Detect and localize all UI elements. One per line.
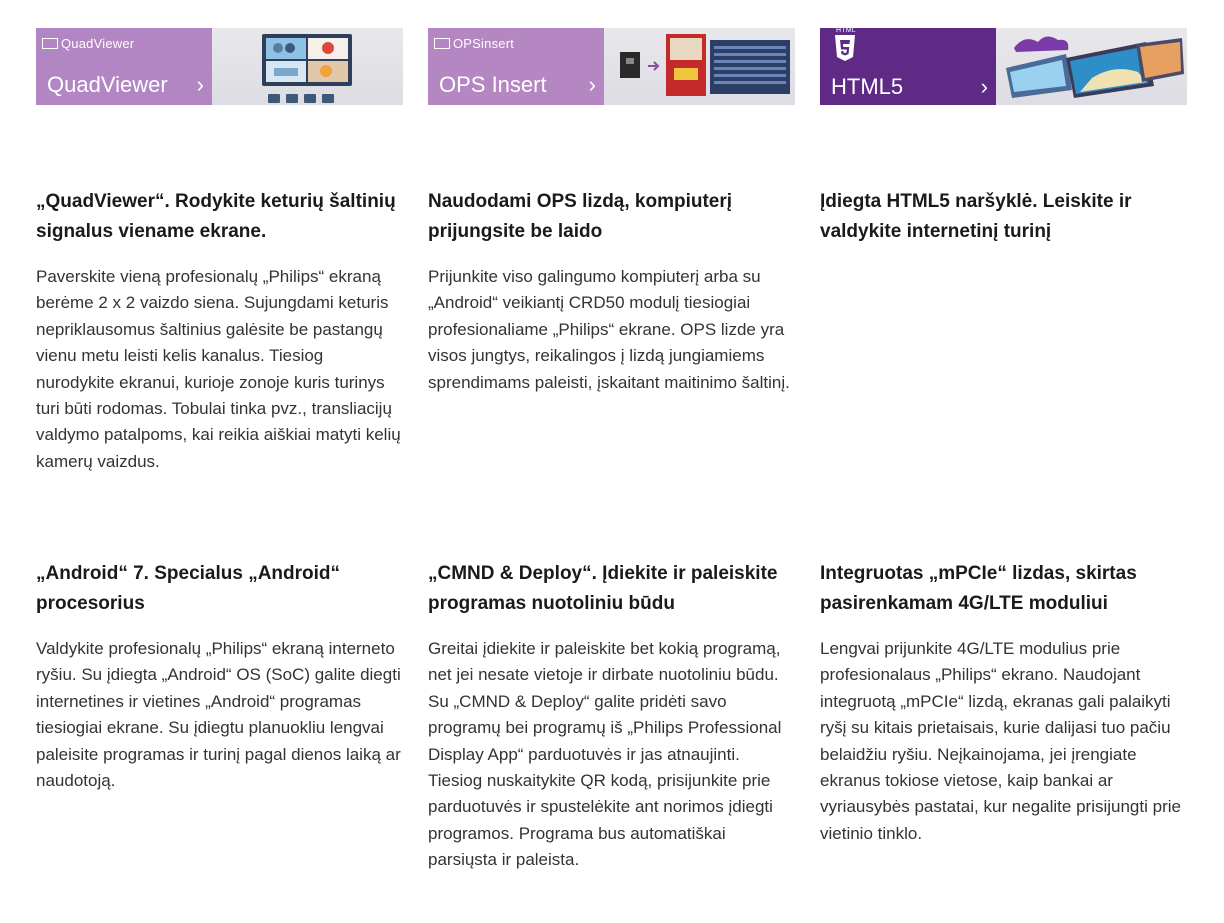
html5-banner-link[interactable]	[820, 28, 1187, 105]
ops-insert-banner-title: OPS Insert	[439, 72, 547, 97]
ops-logo-icon	[434, 38, 450, 49]
feature-title: Naudodami OPS lizdą, kompiuterį prijungsite be laido	[428, 191, 733, 242]
quadviewer-banner-label: QuadViewer QuadViewer ›	[36, 28, 212, 105]
feature-description: Valdykite profesionalų „Philips“ ekraną interneto ryšiu. Su įdiegta „Android“ OS (SoC) galite diegti internetines ir vietines „Android“ programas tiesiogiai ekrane. Su įdiegtu planuokliu lengvai paleisite programas ir turinį pagal dienos laiką ar naudotoją.	[36, 639, 401, 791]
chevron-right-icon: ›	[588, 72, 596, 97]
quadviewer-banner-link[interactable]	[36, 28, 403, 105]
feature-description: Prijunkite viso galingumo kompiuterį arba su „Android“ veikiantį CRD50 modulį tiesiogiai profesionaliame „Philips“ ekrane. OPS lizde yra visos jungtys, reikalingos į lizdą jungiamiems sprendimams paleisti, įskaitant maitinimo šaltinį.	[428, 267, 790, 392]
feature-title: Integruotas „mPCIe“ lizdas, skirtas pasirenkamam 4G/LTE moduliui	[820, 563, 1137, 614]
html5-banner-label: HTML HTML5 ›	[820, 28, 996, 105]
quadviewer-banner-title: QuadViewer	[47, 72, 168, 97]
feature-description: Lengvai prijunkite 4G/LTE modulius prie profesionalaus „Philips“ ekrano. Naudojant integruotą „mPCIe“ lizdą, ekranas gali palaikyti ryšį su kitais prietaisais, kurie dalijasi tuo pačiu belaidžiu ryšiu. Neįkainojama, jei įrengiate ekranus tokiose vietose, kaip bankai ar vyriausybės pastatai, kur negalite prisijungti prie vietinio tinklo.	[820, 639, 1181, 843]
ops-insert-banner-label: OPSinsert OPS Insert ›	[428, 28, 604, 105]
feature-description: Greitai įdiekite ir paleiskite bet kokią programą, net jei nesate vietoje ir dirbate nuotoliniu būdu. Su „CMND & Deploy“ galite pridėti savo programų bei programų iš „Philips Professional Display App“ parduotuvės ir jas atnaujinti. Tiesiog nuskaitykite QR kodą, prisijunkite prie parduotuvės ir spustelėkite ant norimos įdiegti programos. Programa bus automatiškai parsiųsta ir paleista.	[428, 639, 782, 870]
feature-description: Paverskite vieną profesionalų „Philips“ ekraną berėme 2 x 2 vaizdo siena. Sujungdami keturis nepriklausomus šaltinius galėsite be pastangų vienu metu leisti kelis kanalus. Tiesiog nurodykite ekranui, kurioje zonoje kuris turinys turi būti rodomas. Tobulai tinka pvz., transliacijų valdymo patalpoms, kai reikia aiškiai matyti kelių kamerų vaizdus.	[36, 267, 401, 471]
feature-quadviewer	[36, 28, 404, 471]
feature-title: „QuadViewer“. Rodykite keturių šaltinių signalus viename ekrane.	[36, 191, 396, 242]
feature-html5	[820, 28, 1188, 242]
ops-insert-banner-link[interactable]	[428, 28, 795, 105]
html5-icon	[834, 34, 856, 62]
html5-banner-title: HTML5	[831, 74, 904, 99]
feature-title: Įdiegta HTML5 naršyklė. Leiskite ir valdykite internetinį turinį	[820, 191, 1132, 242]
quadviewer-logo-icon	[42, 38, 58, 49]
chevron-right-icon: ›	[980, 74, 988, 99]
feature-ops-insert	[428, 28, 796, 392]
feature-title: „CMND & Deploy“. Įdiekite ir paleiskite programas nuotoliniu būdu	[428, 563, 778, 614]
html5-screens-icon	[996, 28, 1187, 105]
feature-title: „Android“ 7. Specialus „Android“ procesorius	[36, 563, 341, 614]
chevron-right-icon: ›	[196, 72, 204, 97]
ops-insert-module-icon	[604, 28, 795, 105]
multi-screen-wall-icon	[212, 28, 403, 105]
